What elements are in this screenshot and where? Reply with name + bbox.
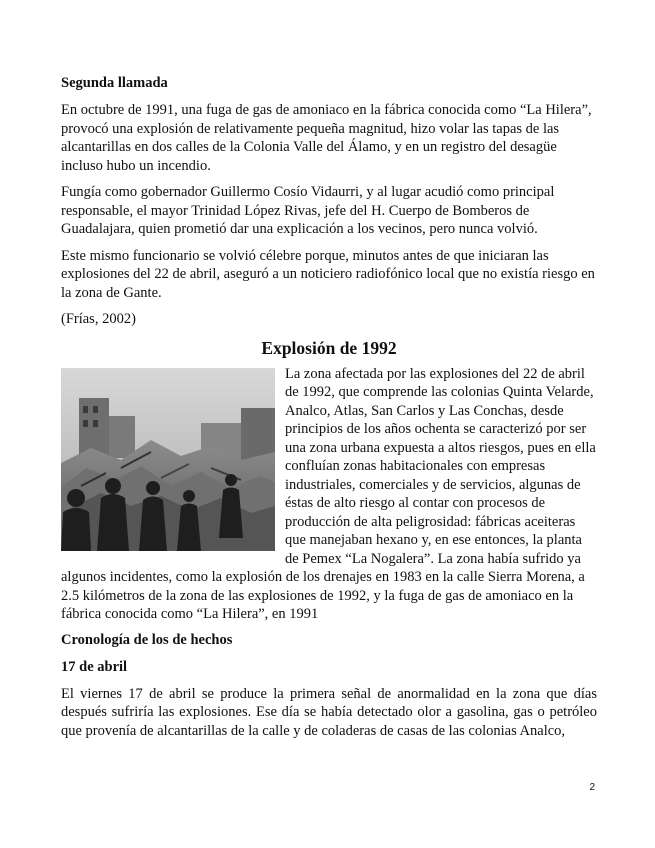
explosion-photo: [61, 368, 275, 551]
explosion-photo-illustration: [61, 368, 275, 551]
paragraph-17-abril: El viernes 17 de abril se produce la primera señal de anormalidad en la zona que días después sufriría las explosiones. Ese día se había detectado olor a gasolina, gas o petróleo que provenía de alcantarillas de la calle y de coladeras de casas de las colonias Analco,: [61, 685, 597, 739]
cronologia-heading: Cronología de los de hechos: [61, 631, 233, 648]
paragraph-gobernador: Fungía como gobernador Guillermo Cosío Vidaurri, y al lugar acudió como principal responsable, el mayor Trinidad López Rivas, jefe del H. Cuerpo de Bomberos de Guadalajara, quien prometió dar una explicación a los vecinos, pero nunca volvió.: [61, 184, 555, 237]
citation: (Frías, 2002): [61, 311, 136, 327]
paragraph-funcionario: Este mismo funcionario se volvió célebre porque, minutos antes de que iniciaran las explosiones del 22 de abril, aseguró a un noticiero radiofónico local que no existía riesgo en la zona de Gante.: [61, 247, 595, 301]
segunda-llamada-heading: Segunda llamada: [61, 75, 168, 91]
page-content: [61, 74, 597, 748]
section-title-explosion-1992: Explosión de 1992: [261, 337, 397, 358]
date-subheading: 17 de abril: [61, 658, 128, 675]
page-number: 2: [589, 782, 595, 793]
paragraph-zona-afectada: La zona afectada por las explosiones del 22 de abril de 1992, que comprende las colonias Quinta Velarde, Analco, Atlas, San Carlos y Las Conchas, desde principios de los años ochenta se caracterizó por ser una zona urbana expuesta a altos riesgos, pues en ella confluían zonas habitacionales con empresas industriales, comerciales y de servicios, algunas de éstas de alto riesgo al contar con procesos de producción de alta peligrosidad: fábricas aceiteras que manejaban hexano y, en ese entonces, la planta de Pemex “La Nogalera”. La zona había sufrido ya algunos incidentes, como la explosión de los drenajes en 1983 en la calle Sierra Morena, a 2.5 kilómetros de la zona de las explosiones de 1992, y la fuga de gas de amoniaco en la fábrica conocida como “La Hilera”, en 1991: [61, 365, 596, 622]
image-text-block: [61, 365, 597, 624]
paragraph-fuga-1991: En octubre de 1991, una fuga de gas de amoniaco en la fábrica conocida como “La Hilera”, provocó una explosión de relativamente pequeña magnitud, hizo volar las tapas de las alcantarillas en dos calles de la Colonia Valle del Álamo, y en un registro del desagüe incluso hubo un incendio.: [61, 102, 592, 174]
